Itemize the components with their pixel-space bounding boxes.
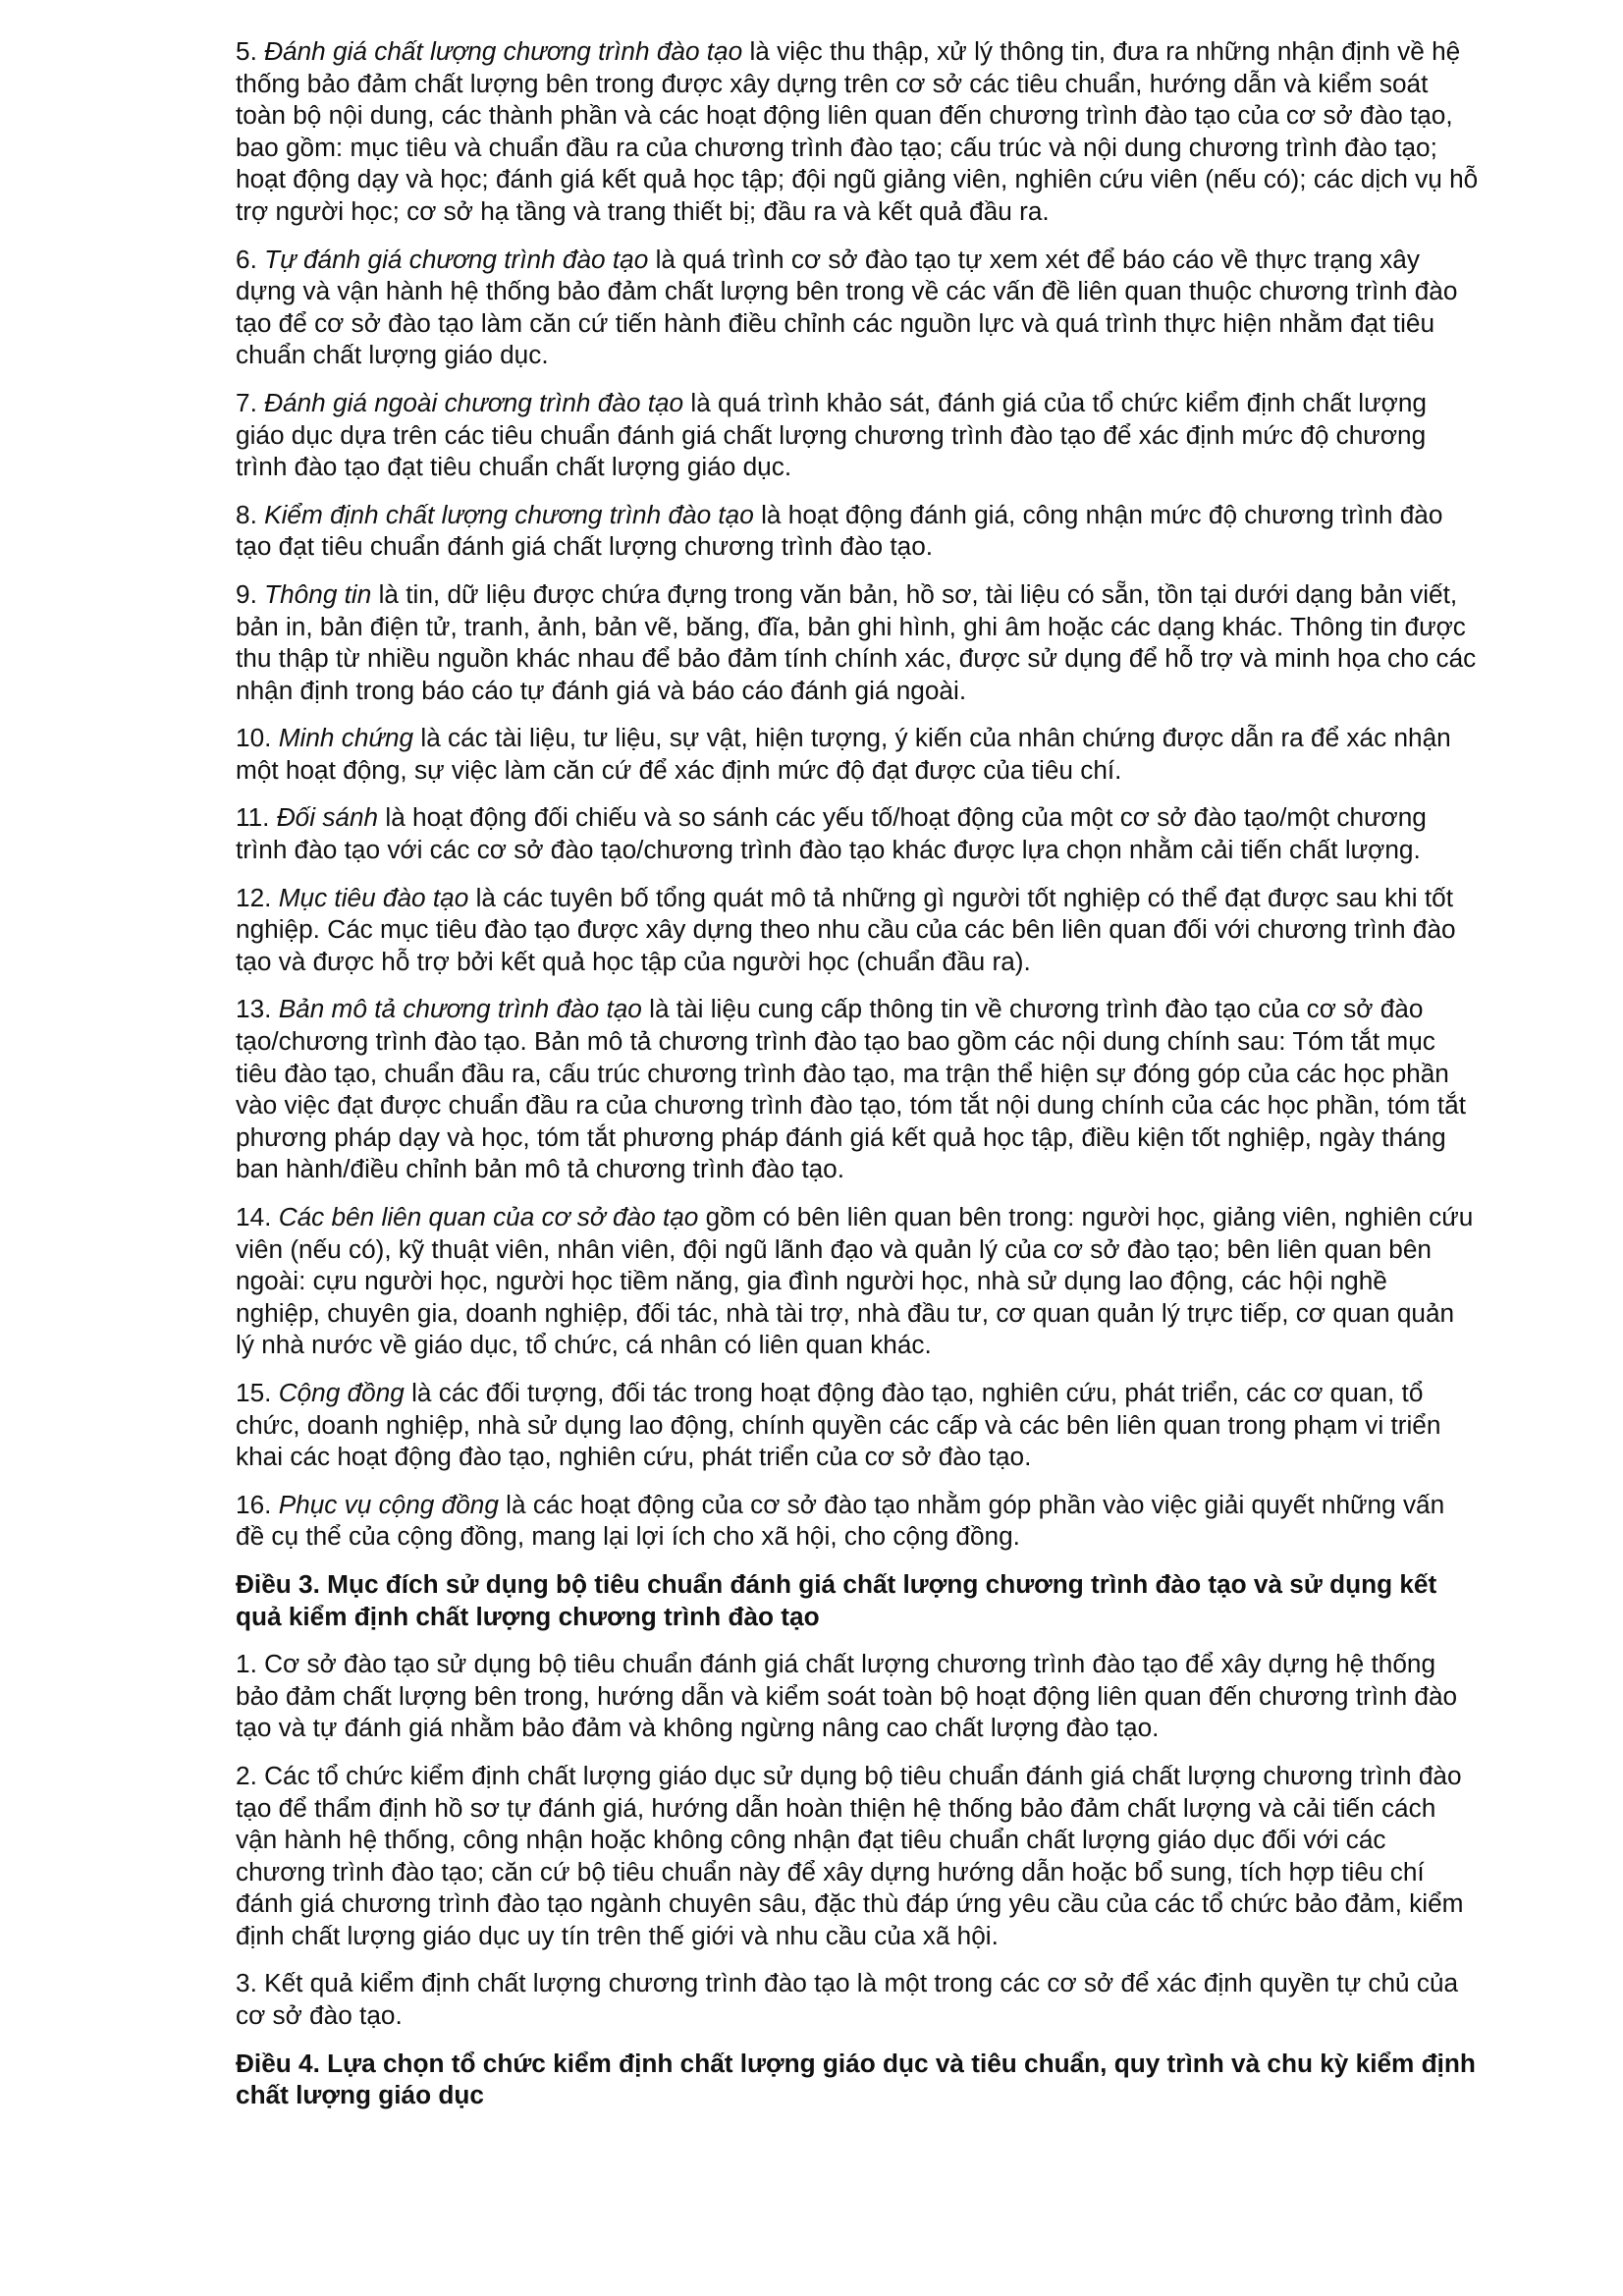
article-4-heading: Điều 4. Lựa chọn tổ chức kiểm định chất lượng giáo dục và tiêu chuẩn, quy trình và chu kỳ kiểm định chất lượng giáo dục bbox=[236, 2048, 1476, 2110]
definition-text: gồm có bên liên quan bên trong: người học, giảng viên, nghiên cứu viên (nếu có), kỹ thuật viên, nhân viên, đội ngũ lãnh đạo và quản lý của cơ sở đào tạo; bên liên quan bên ngoài: cựu người học, người học tiềm năng, gia đình người học, nhà sử dụng lao động, các hội nghề nghiệp, chuyên gia, doanh nghiệp, đối tác, nhà tài trợ, nhà đầu tư, cơ quan quản lý trực tiếp, cơ quan quản lý nhà nước về giáo dục, tổ chức, cá nhân có liên quan khác. bbox=[236, 1202, 1474, 1360]
item-number: 8. bbox=[236, 499, 257, 529]
definition-text: là hoạt động đánh giá, công nhận mức độ chương trình đào tạo đạt tiêu chuẩn đánh giá chất lượng chương trình đào tạo. bbox=[236, 499, 1443, 562]
defined-term: Đánh giá ngoài chương trình đào tạo bbox=[264, 387, 684, 417]
item-number: 16. bbox=[236, 1489, 272, 1519]
definition-text: là quá trình khảo sát, đánh giá của tổ chức kiểm định chất lượng giáo dục dựa trên các tiêu chuẩn đánh giá chất lượng chương trình đào tạo để xác định mức độ chương trình đào tạo đạt tiêu chuẩn chất lượng giáo dục. bbox=[236, 387, 1427, 482]
definition-7 bbox=[236, 387, 1479, 483]
item-number: 11. bbox=[236, 802, 270, 833]
defined-term: Đánh giá chất lượng chương trình đào tạo bbox=[264, 36, 743, 66]
defined-term: Tự đánh giá chương trình đào tạo bbox=[264, 244, 649, 274]
defined-term: Bản mô tả chương trình đào tạo bbox=[278, 994, 642, 1024]
defined-term: Các bên liên quan của cơ sở đào tạo bbox=[278, 1202, 699, 1231]
definition-text: là việc thu thập, xử lý thông tin, đưa ra những nhận định về hệ thống bảo đảm chất lượng bên trong được xây dựng trên cơ sở các tiêu chuẩn, hướng dẫn và kiểm soát toàn bộ nội dung, các thành phần và các hoạt động liên quan đến chương trình đào tạo của cơ sở đào tạo, bao gồm: mục tiêu và chuẩn đầu ra của chương trình đào tạo; cấu trúc và nội dung chương trình đào tạo; hoạt động dạy và học; đánh giá kết quả học tập; đội ngũ giảng viên, nghiên cứu viên (nếu có); các dịch vụ hỗ trợ người học; cơ sở hạ tầng và trang thiết bị; đầu ra và kết quả đầu ra. bbox=[236, 36, 1479, 226]
definition-text: là tài liệu cung cấp thông tin về chương trình đào tạo của cơ sở đào tạo/chương trình đào tạo. Bản mô tả chương trình đào tạo bao gồm các nội dung chính sau: Tóm tắt mục tiêu đào tạo, chuẩn đầu ra, cấu trúc chương trình đào tạo, ma trận thể hiện sự đóng góp của các học phần vào việc đạt được chuẩn đầu ra của chương trình đào tạo, tóm tắt nội dung chính của các học phần, tóm tắt phương pháp dạy và học, tóm tắt phương pháp đánh giá kết quả học tập, điều kiện tốt nghiệp, ngày tháng ban hành/điều chỉnh bản mô tả chương trình đào tạo. bbox=[236, 994, 1466, 1184]
definition-14 bbox=[236, 1201, 1479, 1361]
item-number: 10. bbox=[236, 723, 272, 753]
article-3-item-2: 2. Các tổ chức kiểm định chất lượng giáo dục sử dụng bộ tiêu chuẩn đánh giá chất lượng chương trình đào tạo để thẩm định hồ sơ tự đánh giá, hướng dẫn hoàn thiện hệ thống bảo đảm chất lượng và cải tiến cách vận hành hệ thống, công nhận hoặc không công nhận đạt tiêu chuẩn chất lượng giáo dục đối với các chương trình đào tạo; căn cứ bộ tiêu chuẩn này để xây dựng hướng dẫn hoặc bổ sung, tích hợp tiêu chí đánh giá chương trình đào tạo ngành chuyên sâu, đặc thù đáp ứng yêu cầu của các tổ chức bảo đảm, kiểm định chất lượng giáo dục uy tín trên thế giới và nhu cầu của xã hội. bbox=[236, 1760, 1464, 1950]
definition-8 bbox=[236, 499, 1479, 563]
definition-10 bbox=[236, 722, 1479, 786]
item-number: 6. bbox=[236, 244, 257, 274]
definition-13 bbox=[236, 993, 1479, 1185]
definition-15 bbox=[236, 1377, 1479, 1473]
definition-text: là hoạt động đối chiếu và so sánh các yếu tố/hoạt động của một cơ sở đào tạo/một chương trình đào tạo với các cơ sở đào tạo/chương trình đào tạo khác được lựa chọn nhằm cải tiến chất lượng. bbox=[236, 802, 1427, 865]
defined-term: Mục tiêu đào tạo bbox=[278, 882, 469, 912]
article-3-heading: Điều 3. Mục đích sử dụng bộ tiêu chuẩn đánh giá chất lượng chương trình đào tạo và sử dụng kết quả kiểm định chất lượng chương trình đào tạo bbox=[236, 1568, 1437, 1631]
item-number: 5. bbox=[236, 36, 257, 66]
defined-term: Minh chứng bbox=[278, 723, 414, 753]
item-number: 15. bbox=[236, 1377, 272, 1407]
definition-text: là quá trình cơ sở đào tạo tự xem xét để báo cáo về thực trạng xây dựng và vận hành hệ thống bảo đảm chất lượng bên trong về các vấn đề liên quan thuộc chương trình đào tạo để cơ sở đào tạo làm căn cứ tiến hành điều chỉnh các nguồn lực và quá trình thực hiện nhằm đạt tiêu chuẩn chất lượng giáo dục. bbox=[236, 244, 1458, 370]
definition-9 bbox=[236, 578, 1479, 706]
definition-text: là các đối tượng, đối tác trong hoạt động đào tạo, nghiên cứu, phát triển, các cơ quan, tổ chức, doanh nghiệp, nhà sử dụng lao động, chính quyền các cấp và các bên liên quan trong phạm vi triển khai các hoạt động đào tạo, nghiên cứu, phát triển của cơ sở đào tạo. bbox=[236, 1377, 1441, 1472]
defined-term: Kiểm định chất lượng chương trình đào tạo bbox=[264, 499, 754, 529]
defined-term: Phục vụ cộng đồng bbox=[278, 1489, 499, 1519]
definition-6 bbox=[236, 244, 1479, 371]
definition-text: là các tài liệu, tư liệu, sự vật, hiện tượng, ý kiến của nhân chứng được dẫn ra để xác nhận một hoạt động, sự việc làm căn cứ để xác định mức độ đạt được của tiêu chí. bbox=[236, 723, 1451, 785]
definition-text: là các hoạt động của cơ sở đào tạo nhằm góp phần vào việc giải quyết những vấn đề cụ thể của cộng đồng, mang lại lợi ích cho xã hội, cho cộng đồng. bbox=[236, 1489, 1445, 1552]
article-3-item-1: 1. Cơ sở đào tạo sử dụng bộ tiêu chuẩn đánh giá chất lượng chương trình đào tạo để xây dựng hệ thống bảo đảm chất lượng bên trong, hướng dẫn và kiểm soát toàn bộ hoạt động liên quan đến chương trình đào tạo và tự đánh giá nhằm bảo đảm và không ngừng nâng cao chất lượng đào tạo. bbox=[236, 1649, 1458, 1743]
item-number: 9. bbox=[236, 578, 257, 609]
definition-16 bbox=[236, 1489, 1479, 1553]
definition-5 bbox=[236, 35, 1479, 228]
article-3-item-3: 3. Kết quả kiểm định chất lượng chương trình đào tạo là một trong các cơ sở để xác định quyền tự chủ của cơ sở đào tạo. bbox=[236, 1968, 1459, 2031]
document-body bbox=[236, 35, 1479, 2127]
item-number: 7. bbox=[236, 387, 257, 417]
definition-12 bbox=[236, 882, 1479, 978]
defined-term: Thông tin bbox=[264, 578, 372, 609]
definition-text: là tin, dữ liệu được chứa đựng trong văn bản, hồ sơ, tài liệu có sẵn, tồn tại dưới dạng bản viết, bản in, bản điện tử, tranh, ảnh, bản vẽ, băng, đĩa, bản ghi hình, ghi âm hoặc các dạng khác. Thông tin được thu thập từ nhiều nguồn khác nhau để bảo đảm tính chính xác, được sử dụng để hỗ trợ và minh họa cho các nhận định trong báo cáo tự đánh giá và báo cáo đánh giá ngoài. bbox=[236, 578, 1477, 705]
item-number: 12. bbox=[236, 882, 272, 912]
item-number: 13. bbox=[236, 994, 272, 1024]
definition-11 bbox=[236, 801, 1479, 865]
item-number: 14. bbox=[236, 1202, 272, 1231]
definition-text: là các tuyên bố tổng quát mô tả những gì người tốt nghiệp có thể đạt được sau khi tốt nghiệp. Các mục tiêu đào tạo được xây dựng theo nhu cầu của các bên liên quan đối với chương trình đào tạo và được hỗ trợ bởi kết quả học tập của người học (chuẩn đầu ra). bbox=[236, 882, 1456, 976]
defined-term: Đối sánh bbox=[276, 802, 379, 833]
defined-term: Cộng đồng bbox=[278, 1377, 405, 1407]
